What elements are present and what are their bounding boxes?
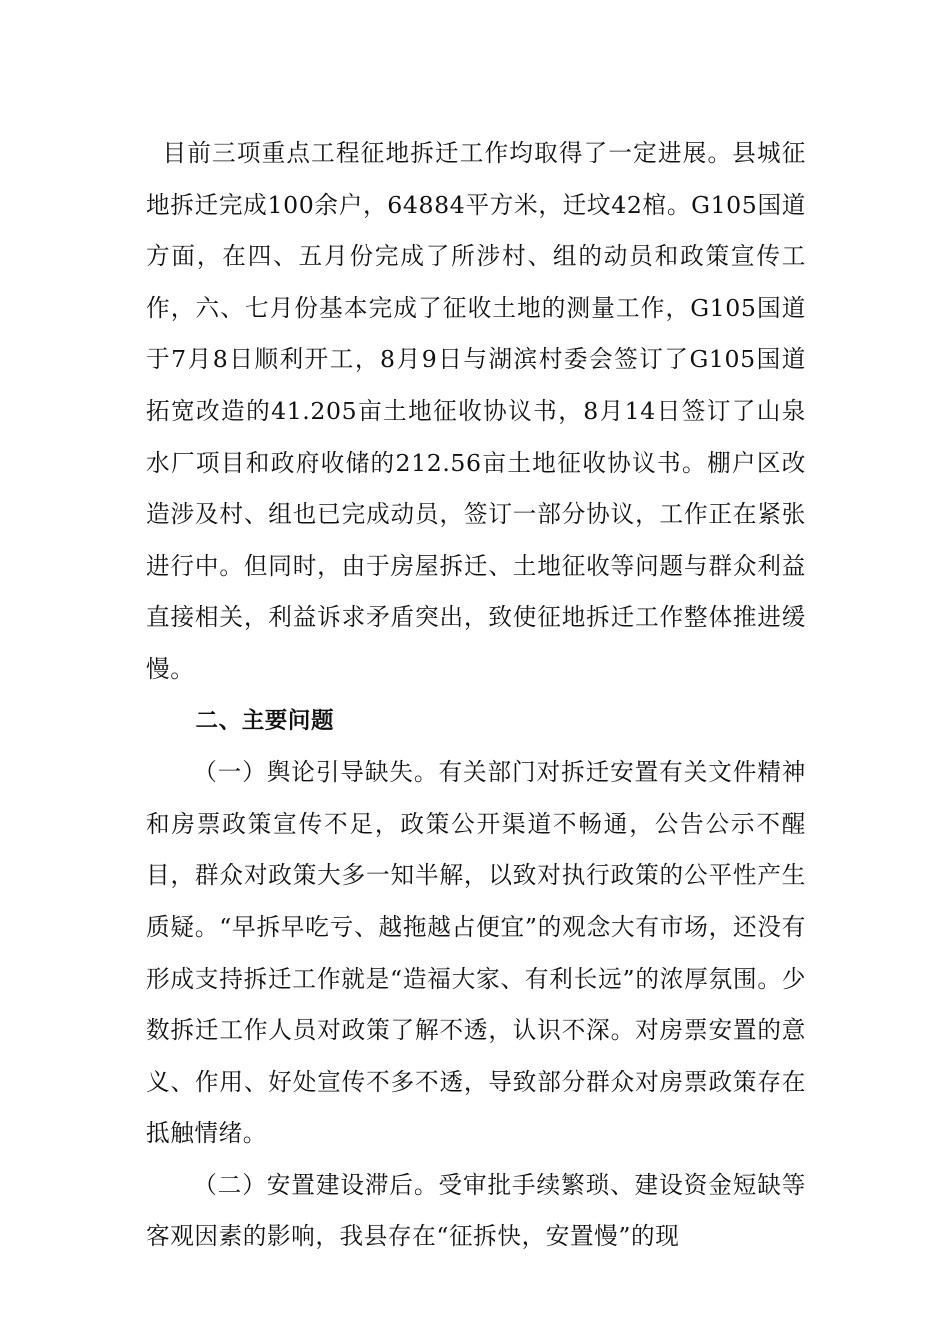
document-body — [146, 128, 806, 1263]
problem-1-paragraph: （一）舆论引导缺失。有关部门对拆迁安置有关文件精神和房票政策宣传不足，政策公开渠道不畅通，公告公示不醒目，群众对政策大多一知半解，以致对执行政策的公平性产生质疑。“早拆早吃亏、越拖越占便宜”的观念大有市场，还没有形成支持拆迁工作就是“造福大家、有利长远”的浓厚氛围。少数拆迁工作人员对政策了解不透，认识不深。对房票安置的意义、作用、好处宣传不多不透，导致部分群众对房票政策存在抵触情绪。 — [146, 758, 806, 1148]
problem-2-paragraph: （二）安置建设滞后。受审批手续繁琐、建设资金短缺等客观因素的影响，我县存在“征拆快，安置慢”的现 — [146, 1170, 806, 1251]
section-heading-main-problems: 二、主要问题 — [195, 707, 335, 734]
progress-paragraph: 目前三项重点工程征地拆迁工作均取得了一定进展。县城征地拆迁完成100余户，64884平方米，迁坟42棺。G105国道方面，在四、五月份完成了所涉村、组的动员和政策宣传工作，六、七月份基本完成了征收土地的测量工作，G105国道于7月8日顺利开工，8月9日与湖滨村委会签订了G105国道拓宽改造的41.205亩土地征收协议书，8月14日签订了山泉水厂项目和政府收储的212.56亩土地征收协议书。棚户区改造涉及村、组也已完成动员，签订一部分协议，工作正在紧张进行中。但同时，由于房屋拆迁、土地征收等问题与群众利益直接相关，利益诉求矛盾突出，致使征地拆迁工作整体推进缓慢。 — [146, 139, 806, 683]
